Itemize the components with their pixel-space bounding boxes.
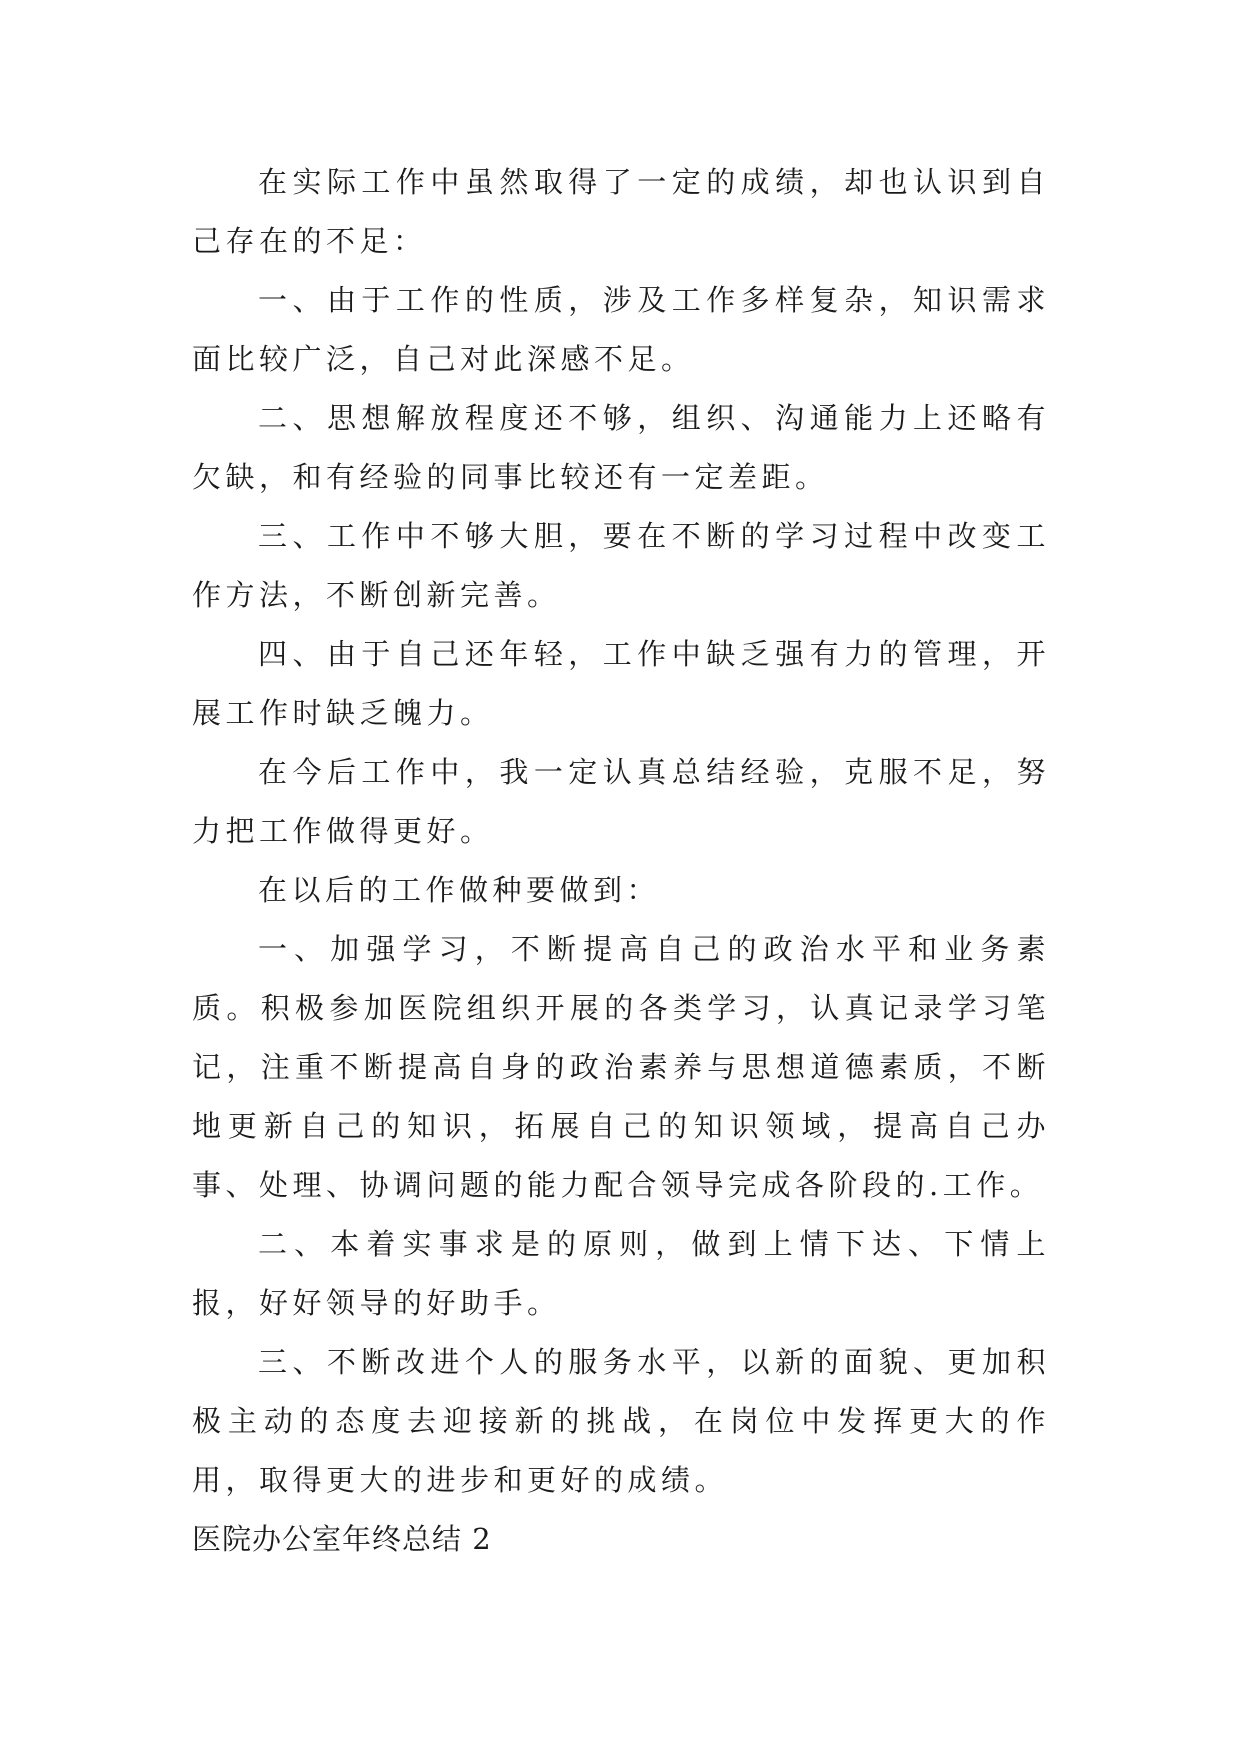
section-heading: 医院办公室年终总结 2	[192, 1522, 492, 1556]
paragraph-future-commitment: 在今后工作中，我一定认真总结经验，克服不足，努力把工作做得更好。	[192, 755, 1050, 848]
paragraph-goals-intro: 在以后的工作做种要做到：	[258, 873, 661, 907]
document-page	[192, 153, 1050, 1569]
paragraph-goal-1: 一、加强学习，不断提高自己的政治水平和业务素质。积极参加医院组织开展的各类学习，认真记录学习笔记，注重不断提高自身的政治素养与思想道德素质，不断地更新自己的知识，拓展自己的知识领域，提高自己办事、处理、协调问题的能力配合领导完成各阶段的.工作。	[192, 932, 1050, 1202]
paragraph-goal-2: 二、本着实事求是的原则，做到上情下达、下情上报，好好领导的好助手。	[192, 1227, 1050, 1320]
paragraph-shortcomings-intro: 在实际工作中虽然取得了一定的成绩，却也认识到自己存在的不足：	[192, 165, 1050, 258]
paragraph-shortcoming-2: 二、思想解放程度还不够，组织、沟通能力上还略有欠缺，和有经验的同事比较还有一定差距。	[192, 401, 1050, 494]
paragraph-goal-3: 三、不断改进个人的服务水平，以新的面貌、更加积极主动的态度去迎接新的挑战，在岗位中发挥更大的作用，取得更大的进步和更好的成绩。	[192, 1345, 1050, 1497]
paragraph-shortcoming-1: 一、由于工作的性质，涉及工作多样复杂，知识需求面比较广泛，自己对此深感不足。	[192, 283, 1050, 376]
paragraph-shortcoming-3: 三、工作中不够大胆，要在不断的学习过程中改变工作方法，不断创新完善。	[192, 519, 1050, 612]
paragraph-shortcoming-4: 四、由于自己还年轻，工作中缺乏强有力的管理，开展工作时缺乏魄力。	[192, 637, 1050, 730]
